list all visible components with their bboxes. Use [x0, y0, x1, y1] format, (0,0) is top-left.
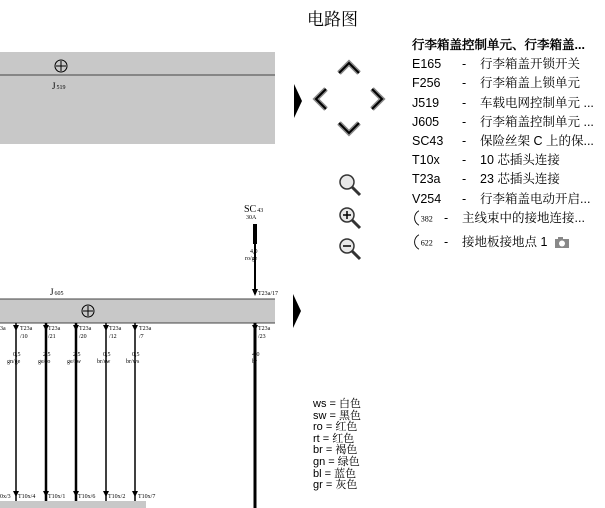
- bottom-pin-labels: [0, 491, 155, 500]
- svg-text:4,0: 4,0: [252, 352, 260, 358]
- color-code-item: sw = 黑色: [313, 409, 361, 422]
- svg-text:0,5: 0,5: [103, 352, 111, 358]
- module-j519: [0, 52, 275, 144]
- legend-item[interactable]: F256 - 行李箱盖上锁单元: [412, 76, 581, 91]
- chevron-down-icon[interactable]: [336, 118, 362, 138]
- legend-item[interactable]: V254 - 行李箱盖电动开启...: [412, 191, 591, 206]
- fuse-wire-color: ro/ge: [245, 256, 258, 262]
- legend-item[interactable]: E165 - 行李箱盖开锁开关: [412, 57, 581, 72]
- fuse-wire: [253, 224, 257, 244]
- svg-text:T10x/1: T10x/1: [48, 494, 66, 500]
- svg-text:br/ws: br/ws: [126, 359, 140, 365]
- svg-text:T10x/7: T10x/7: [138, 494, 156, 500]
- svg-text:T23a: T23a: [109, 326, 122, 332]
- legend-ground-item[interactable]: 382 - 主线束中的接地连接...: [412, 209, 605, 233]
- color-code-item: gn = 绿色: [313, 455, 360, 468]
- module-j605: [0, 299, 275, 323]
- electronic-component-icon: [82, 305, 94, 317]
- zoom-in-icon[interactable]: [337, 205, 363, 231]
- svg-text:/20: /20: [79, 334, 87, 340]
- svg-text:0,5: 0,5: [13, 352, 21, 358]
- legend-item[interactable]: J605 - 行李箱盖控制单元 ...: [412, 114, 594, 129]
- svg-text:T23a: T23a: [79, 326, 92, 332]
- ground-point-icon: [412, 209, 442, 227]
- color-code-item: br = 褐色: [313, 444, 358, 457]
- module-j605-label: J605: [50, 287, 64, 297]
- color-code-item: ws = 白色: [313, 398, 361, 410]
- fuse-wire-size: 4,0: [250, 249, 258, 255]
- svg-text:/12: /12: [109, 334, 117, 340]
- svg-text:ge/sw: ge/sw: [67, 359, 81, 365]
- color-code-item: bl = 蓝色: [313, 467, 357, 480]
- svg-text:T23a: T23a: [258, 326, 271, 332]
- zoom-out-icon[interactable]: [337, 236, 363, 262]
- svg-text:T23a: T23a: [48, 326, 61, 332]
- pin-t23a-17: T23a/17: [258, 291, 278, 297]
- svg-text:br: br: [252, 359, 257, 365]
- svg-text:2,5: 2,5: [73, 352, 81, 358]
- color-code-item: ro = 红色: [313, 421, 358, 434]
- svg-text:/21: /21: [48, 334, 56, 340]
- connector-t10x: [0, 501, 146, 508]
- svg-text:622: 622: [420, 239, 433, 249]
- legend-item[interactable]: T23a - 23 芯插头连接: [412, 172, 560, 187]
- svg-text:gn/ge: gn/ge: [7, 359, 21, 365]
- svg-text:0x/3: 0x/3: [0, 494, 11, 500]
- page-arrow-right-icon[interactable]: [293, 294, 303, 328]
- svg-text:T23a: T23a: [20, 326, 33, 332]
- camera-icon[interactable]: [554, 236, 570, 249]
- color-code-item: rt = 红色: [313, 432, 355, 445]
- svg-text:2,5: 2,5: [43, 352, 51, 358]
- page-arrow-right-icon[interactable]: [294, 84, 304, 118]
- svg-text:382: 382: [420, 215, 433, 225]
- chevron-right-icon[interactable]: [367, 86, 387, 112]
- wire-color-key: [313, 399, 361, 492]
- svg-text:T10x/6: T10x/6: [78, 494, 96, 500]
- svg-text:T10x/2: T10x/2: [108, 494, 126, 500]
- module-j519-label: J519: [52, 81, 66, 91]
- wires: [13, 323, 258, 508]
- svg-text:/7: /7: [139, 334, 144, 340]
- svg-text:br/sw: br/sw: [97, 359, 111, 365]
- page-title: 电路图: [307, 10, 358, 29]
- fuse-label: SC43: [244, 204, 264, 215]
- electronic-component-icon: [55, 60, 67, 72]
- svg-text:T23a: T23a: [139, 326, 152, 332]
- component-legend: [412, 36, 605, 257]
- legend-item[interactable]: J519 - 车载电网控制单元 ...: [412, 95, 594, 110]
- magnifier-icon[interactable]: [337, 172, 363, 198]
- legend-heading: 行李箱盖控制单元、行李箱盖...: [412, 38, 585, 52]
- legend-item[interactable]: SC43 - 保险丝架 C 上的保...: [412, 133, 594, 148]
- pin-label-partial: 3a: [0, 326, 6, 332]
- wire-labels: [7, 352, 260, 365]
- svg-text:ge/ro: ge/ro: [38, 359, 51, 365]
- circuit-diagram: [0, 0, 300, 508]
- svg-text:/23: /23: [258, 334, 266, 340]
- svg-text:/10: /10: [20, 334, 28, 340]
- chevron-up-icon[interactable]: [336, 58, 362, 78]
- legend-item[interactable]: T10x - 10 芯插头连接: [412, 153, 560, 168]
- color-code-item: gr = 灰色: [313, 479, 358, 492]
- pin-labels: [20, 326, 271, 340]
- svg-text:0,5: 0,5: [132, 352, 140, 358]
- fuse-rating: 30A: [246, 215, 257, 221]
- legend-ground-item[interactable]: 622 - 接地板接地点 1: [412, 233, 605, 257]
- svg-text:T10x/4: T10x/4: [18, 494, 36, 500]
- chevron-left-icon[interactable]: [311, 86, 331, 112]
- ground-point-icon: [412, 233, 442, 251]
